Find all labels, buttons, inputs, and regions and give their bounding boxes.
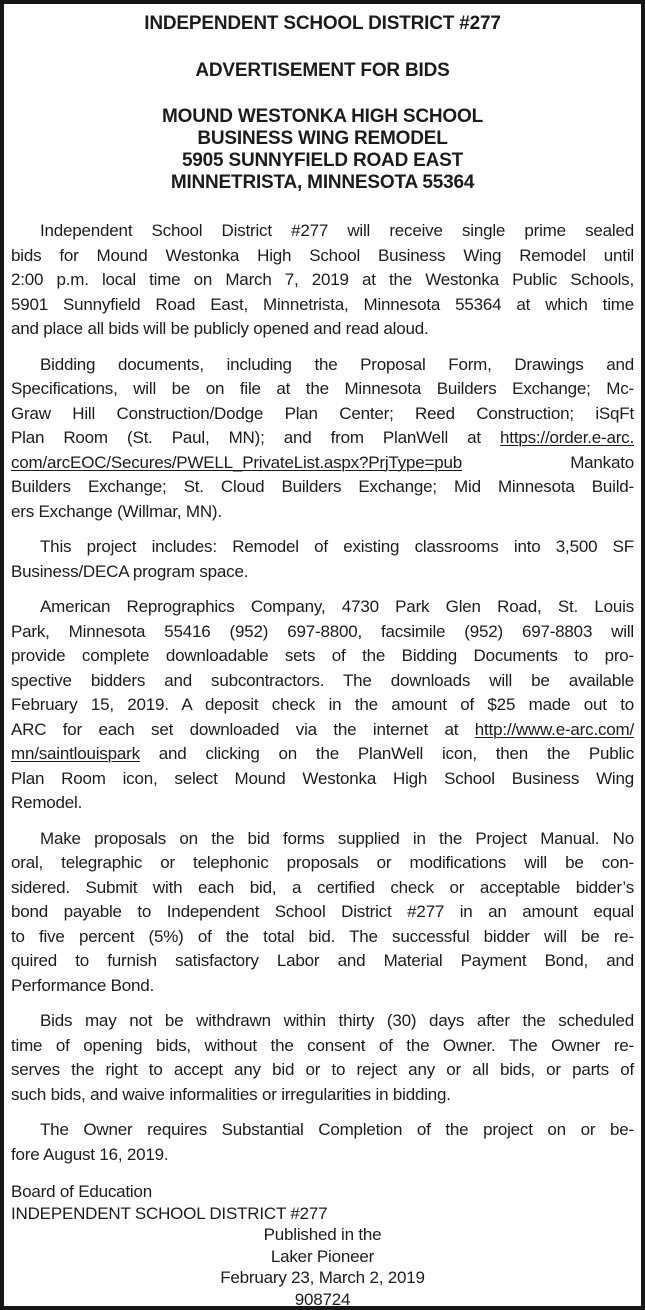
text-segment: 2:00 p.m. local time on March 7, 2019 at the Westonka Public Schools, xyxy=(11,270,634,289)
text-line xyxy=(11,1118,634,1143)
text-segment: bond payable to Independent School District #277 in an amount equal xyxy=(11,902,634,921)
text-segment: Bids may not be withdrawn within thirty (30) days after the scheduled xyxy=(40,1011,634,1030)
text-segment: The Owner requires Substantial Completion of the project on or be- xyxy=(40,1120,634,1139)
text-segment: oral, telegraphic or telephonic proposals or modifications will be con- xyxy=(11,853,634,872)
text-line xyxy=(11,718,634,743)
text-line xyxy=(11,219,634,244)
text-line xyxy=(11,244,634,269)
text-segment: Mankato xyxy=(461,452,634,472)
text-segment: Remodel. xyxy=(11,793,83,812)
text-segment: Graw Hill Construction/Dodge Plan Center; Reed Construction; iSqFt xyxy=(11,403,634,423)
publication-line: 908724 xyxy=(294,1289,351,1309)
paragraph xyxy=(11,1009,634,1107)
text-line xyxy=(11,1143,634,1168)
text-segment: ARC for each set downloaded via the internet at xyxy=(11,719,475,739)
text-line xyxy=(11,949,634,974)
text-line xyxy=(11,475,634,500)
paragraph xyxy=(11,535,634,584)
text-line xyxy=(11,1009,634,1034)
text-segment: serves the right to accept any bid or to reject any or all bids, or parts of xyxy=(11,1060,634,1079)
text-line xyxy=(11,595,634,620)
paragraph xyxy=(11,1118,634,1167)
text-line xyxy=(11,426,634,451)
publication-line: February 23, March 2, 2019 xyxy=(220,1268,425,1287)
text-line xyxy=(11,535,634,560)
text-segment: February 15, 2019. A deposit check in the amount of $25 made out to xyxy=(11,695,634,714)
text-segment: 5901 Sunnyfield Road East, Minnetrista, Minnesota 55364 at which time xyxy=(11,294,634,314)
text-segment: bids for Mound Westonka High School Business Wing Remodel until xyxy=(11,245,634,265)
notice-body xyxy=(11,219,634,1167)
text-segment: Builders Exchange; St. Cloud Builders Exchange; Mid Minnesota Build- xyxy=(11,477,634,496)
text-line xyxy=(11,767,634,792)
paragraph xyxy=(11,353,634,525)
publication-block xyxy=(11,1224,634,1310)
text-line xyxy=(11,1034,634,1059)
text-segment: spective bidders and subcontractors. The downloads will be available xyxy=(11,670,634,690)
paragraph xyxy=(11,827,634,999)
text-line xyxy=(11,1083,634,1108)
text-segment: Independent School District #277 will receive single prime sealed xyxy=(40,221,634,240)
text-line xyxy=(11,827,634,852)
text-line xyxy=(11,293,634,318)
text-line xyxy=(11,851,634,876)
paragraph xyxy=(11,219,634,342)
text-segment: Plan Room (St. Paul, MN); and from PlanWell at xyxy=(11,428,501,447)
text-line xyxy=(11,791,634,816)
text-segment: provide complete downloadable sets of the Bidding Documents to pro- xyxy=(11,646,634,665)
text-segment: Performance Bond. xyxy=(11,975,155,995)
text-segment: Specifications, will be on file at the Minnesota Builders Exchange; Mc- xyxy=(11,379,634,398)
project-address-line: MINNETRISTA, MINNESOTA 55364 xyxy=(170,172,475,193)
district-heading: INDEPENDENT SCHOOL DISTRICT #277 xyxy=(144,13,501,34)
text-line xyxy=(11,353,634,378)
text-segment: Park, Minnesota 55416 (952) 697-8800, facsimile (952) 697-8803 will xyxy=(11,621,634,641)
text-segment: and place all bids will be publicly opened and read aloud. xyxy=(11,319,429,338)
text-segment: such bids, and waive informalities or irregularities in bidding. xyxy=(11,1084,451,1104)
advertisement-title: ADVERTISEMENT FOR BIDS xyxy=(195,60,450,81)
text-line xyxy=(11,876,634,901)
text-line xyxy=(11,268,634,293)
text-line xyxy=(11,620,634,645)
text-line xyxy=(11,644,634,669)
text-line xyxy=(11,925,634,950)
url-link[interactable]: https://order.e-arc. xyxy=(500,428,634,447)
signature-line: Board of Education xyxy=(11,1182,152,1201)
text-segment: fore August 16, 2019. xyxy=(11,1144,169,1164)
text-segment: sidered. Submit with each bid, a certified check or acceptable bidder’s xyxy=(11,877,634,897)
text-segment: time of opening bids, without the consent of the Owner. The Owner re- xyxy=(11,1035,634,1055)
text-line xyxy=(11,317,634,342)
project-address-line: 5905 SUNNYFIELD ROAD EAST xyxy=(181,150,464,171)
text-line xyxy=(11,974,634,999)
project-address-line: BUSINESS WING REMODEL xyxy=(197,128,448,149)
text-line xyxy=(11,560,634,585)
text-line xyxy=(11,742,634,767)
text-line xyxy=(11,900,634,925)
text-line xyxy=(11,451,634,476)
text-segment: and clicking on the PlanWell icon, then the Public xyxy=(139,744,634,763)
text-segment: Plan Room icon, select Mound Westonka High School Business Wing xyxy=(11,768,634,788)
text-segment: ers Exchange (Willmar, MN). xyxy=(11,501,222,521)
text-segment: Business/DECA program space. xyxy=(11,561,249,581)
text-line xyxy=(11,377,634,402)
url-link[interactable]: mn/saintlouispark xyxy=(11,744,140,763)
text-segment: to five percent (5%) of the total bid. The successful bidder will be re- xyxy=(11,926,634,946)
url-link[interactable]: com/arcEOC/Secures/PWELL_PrivateList.aspx?PrjType=pub xyxy=(11,452,462,472)
text-line xyxy=(11,1058,634,1083)
text-segment: Bidding documents, including the Proposal Form, Drawings and xyxy=(40,354,634,374)
text-segment: American Reprographics Company, 4730 Park Glen Road, St. Louis xyxy=(40,597,634,616)
text-line xyxy=(11,402,634,427)
text-line xyxy=(11,669,634,694)
project-address-line: MOUND WESTONKA HIGH SCHOOL xyxy=(162,106,483,127)
paragraph xyxy=(11,595,634,816)
text-line xyxy=(11,693,634,718)
text-segment: This project includes: Remodel of existing classrooms into 3,500 SF xyxy=(40,537,634,556)
project-address-block xyxy=(11,106,634,194)
publication-line: Laker Pioneer xyxy=(270,1246,375,1266)
text-line xyxy=(11,500,634,525)
publication-line: Published in the xyxy=(263,1225,382,1244)
text-segment: Make proposals on the bid forms supplied in the Project Manual. No xyxy=(40,828,634,848)
text-segment: quired to furnish satisfactory Labor and Material Payment Bond, and xyxy=(11,951,634,970)
signature-line: INDEPENDENT SCHOOL DISTRICT #277 xyxy=(11,1203,328,1223)
url-link[interactable]: http://www.e-arc.com/ xyxy=(474,719,634,739)
signature-block xyxy=(11,1181,634,1224)
